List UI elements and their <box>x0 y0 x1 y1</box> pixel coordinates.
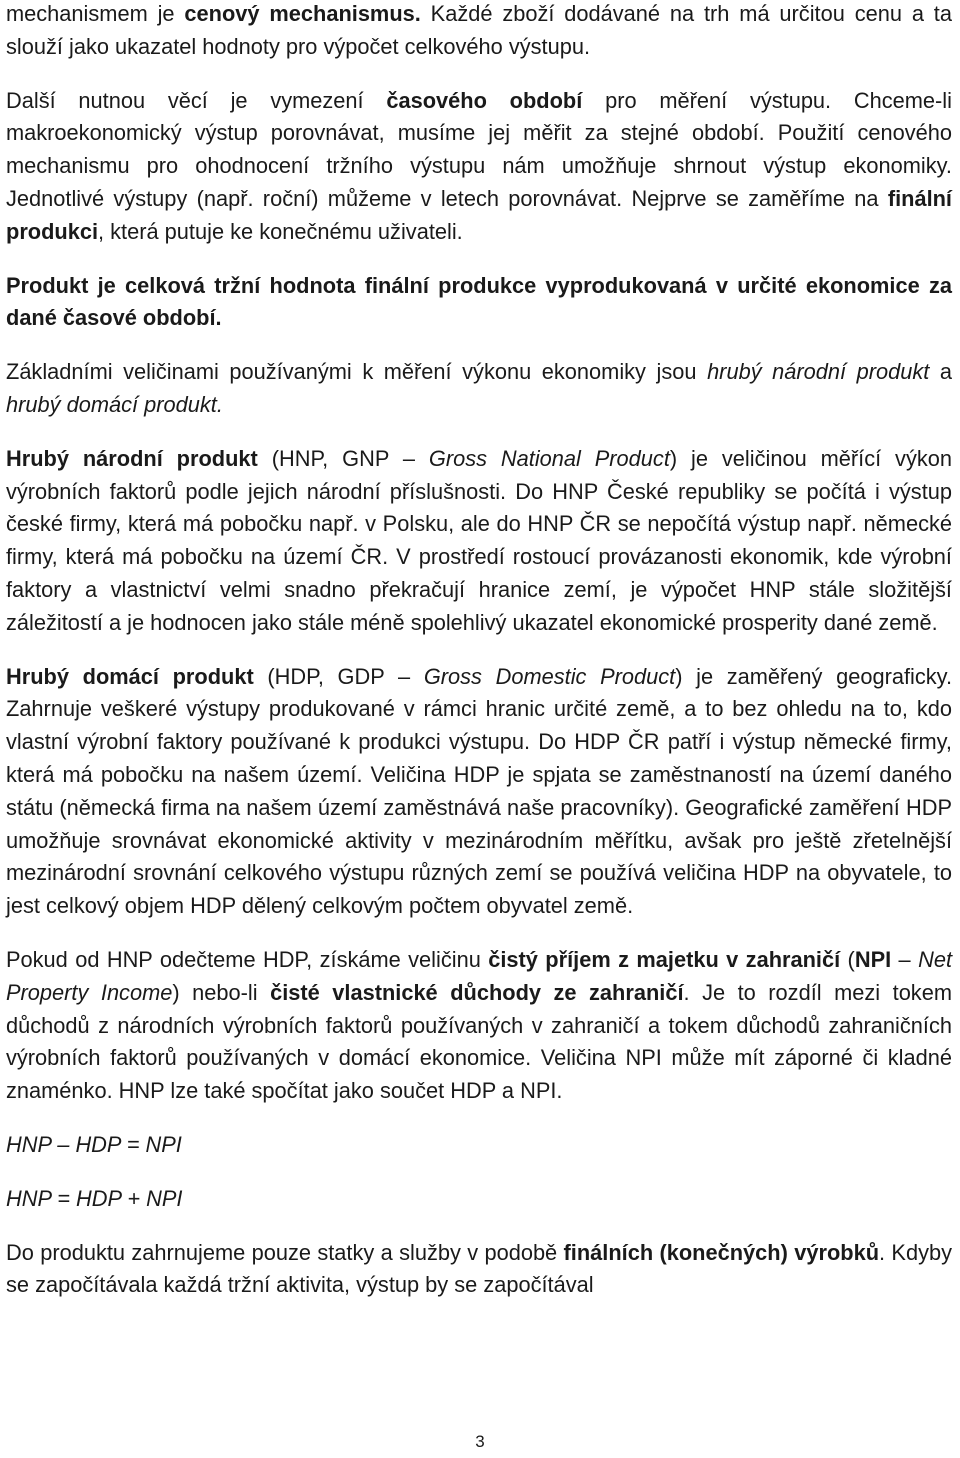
italic-text: hrubý domácí produkt. <box>6 391 223 417</box>
bold-text: čistý příjem z majetku v zahraničí <box>488 946 841 972</box>
paragraph <box>6 443 952 640</box>
paragraph <box>6 661 952 923</box>
text-run: ) je zaměřený geograficky. Zahrnuje veškeré výstupy produkované v rámci hranic určité země, a to bez ohledu na to, kdo vlastní výrobní faktory používané k produkci výstupu. Do HDP ČR patří i výstup německé firmy, která má pobočku na našem území. Veličina HDP je spjata se zaměstnaností na území daného státu (německá firma na našem území zaměstnává naše pracovníky). Geografické zaměření HDP umožňuje srovnávat ekonomické aktivity v mezinárodním měřítku, avšak pro ještě zřetelnější mezinárodní srovnání celkového výstupu různých zemí se používá veličina HDP na obyvatele, to jest celkový objem HDP dělený celkovým počtem obyvatel země. <box>6 663 952 919</box>
text-run: (HDP, GDP – <box>253 663 424 689</box>
document-page <box>6 0 952 1323</box>
text-run: pro měření výstupu. Chceme-li makroekonomický výstup porovnávat, musíme jej měřit za stejné období. Použití cenového mechanismu pro ohodnocení tržního výstupu nám umožňuje shrnout výstup ekonomiky. Jednotlivé výstupy (např. roční) můžeme v letech porovnávat. Nejprve se zaměříme na <box>6 87 952 211</box>
text-run: , která putuje ke konečnému uživateli. <box>98 218 463 244</box>
text-run: a <box>929 359 953 385</box>
bold-text: Produkt je celková tržní hodnota finální produkce vyprodukovaná v určité ekonomice za dané časové období. <box>6 272 952 331</box>
italic-text: Gross National Product <box>428 445 670 471</box>
italic-text: hrubý národní produkt <box>707 359 930 385</box>
text-run: ) nebo-li <box>172 979 271 1005</box>
italic-text: Gross Domestic Product <box>423 663 676 689</box>
text-run: (HNP, GNP – <box>257 445 429 471</box>
bold-text: Hrubý domácí produkt <box>6 663 254 689</box>
bold-text: časového období <box>386 87 583 113</box>
text-run: mechanismem je <box>6 1 185 26</box>
bold-text: finálních (konečných) výrobků <box>563 1239 880 1265</box>
paragraph <box>6 1237 952 1303</box>
paragraph <box>6 270 952 336</box>
text-run: Do produktu zahrnujeme pouze statky a služby v podobě <box>6 1239 564 1265</box>
paragraph <box>6 0 952 64</box>
text-run: – <box>891 946 919 972</box>
text-run: Každé zboží dodávané na trh má určitou cenu a ta slouží jako ukazatel hodnoty pro výpočet celkového výstupu. <box>6 1 952 59</box>
text-run: Základními veličinami používanými k měření výkonu ekonomiky jsou <box>6 359 708 385</box>
text-run: HNP – HDP = NPI <box>6 1131 182 1157</box>
formula-line <box>6 1183 952 1216</box>
bold-text: čisté vlastnické důchody ze zahraničí <box>270 979 684 1005</box>
text-run: HNP = HDP + NPI <box>6 1185 183 1211</box>
text-run: . Kdyby se započítávala každá tržní aktivita, výstup by se započítával <box>6 1239 952 1298</box>
italic-text: Net Property Income <box>6 946 952 1005</box>
paragraph <box>6 85 952 249</box>
paragraph <box>6 356 952 422</box>
text-run: ( <box>840 946 855 972</box>
bold-text: cenový mechanismus. <box>184 1 421 26</box>
bold-text: NPI <box>854 946 892 972</box>
bold-text: finální produkci <box>6 185 952 244</box>
formula-line <box>6 1129 952 1162</box>
bold-text: Hrubý národní produkt <box>6 445 258 471</box>
paragraph <box>6 944 952 1108</box>
text-run: . Je to rozdíl mezi tokem důchodů z národních výrobních faktorů používaných v zahraničí a tokem důchodů zahraničních výrobních faktorů používaných v domácí ekonomice. Veličina NPI může mít záporné či kladné znaménko. HNP lze také spočítat jako součet HDP a NPI. <box>6 979 952 1104</box>
text-run: ) je veličinou měřící výkon výrobních faktorů podle jejich národní příslušnosti. Do HNP České republiky se počítá i výstup české firmy, která má pobočku např. v Polsku, ale do HNP ČR se nepočítá výstup např. německé firmy, která má pobočku na území ČR. V prostředí rostoucí provázanosti ekonomik, kde výrobní faktory a vlastnictví velmi snadno překračují hranice zemí, je výpočet HNP stále složitější záležitostí a je hodnocen jako stále méně spolehlivý ukazatel ekonomické prosperity dané země. <box>6 445 952 635</box>
text-run: Další nutnou věcí je vymezení <box>6 87 387 113</box>
body-text <box>6 0 952 1302</box>
text-run: Pokud od HNP odečteme HDP, získáme veličinu <box>6 946 489 972</box>
page-number: 3 <box>475 1432 485 1451</box>
